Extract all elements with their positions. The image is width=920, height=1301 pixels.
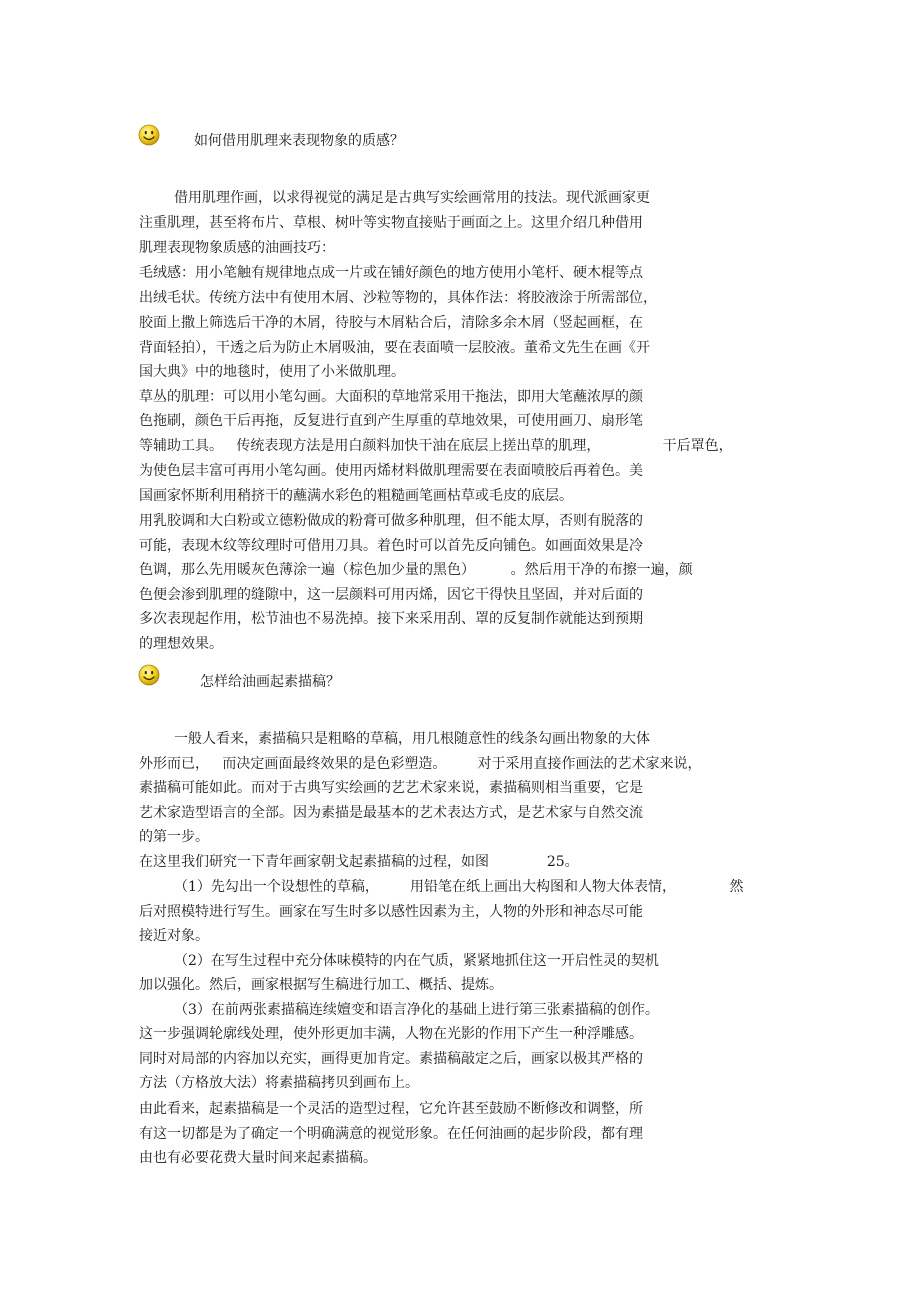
paragraph-line: 多次表现起作用，松节油也不易洗掉。接下来采用刮、罩的反复制作就能达到预期 xyxy=(139,611,643,627)
paragraph-line: （1）先勾出一个设想性的草稿， 用铅笔在纸上画出大构图和人物大体表情， 然 xyxy=(174,879,744,895)
paragraph-line: 加以强化。然后，画家根据写生稿进行加工、概括、提炼。 xyxy=(139,977,503,993)
paragraph-line: 接近对象。 xyxy=(139,928,209,944)
paragraph-line: 等辅助工具。 传统表现方法是用白颜料加快干油在底层上搓出草的肌理， 干后罩色， xyxy=(139,438,733,454)
paragraph-line: 出绒毛状。传统方法中有使用木屑、沙粒等物的，具体作法：将胶液涂于所需部位， xyxy=(139,290,657,306)
section-title-texture: 如何借用肌理来表现物象的质感？ xyxy=(194,133,404,149)
paragraph-line: 方法（方格放大法）将素描稿拷贝到画布上。 xyxy=(139,1075,419,1091)
paragraph-line: （3）在前两张素描稿连续嬗变和语言净化的基础上进行第三张素描稿的创作。 xyxy=(174,1002,659,1018)
paragraph-line: 背面轻拍），干透之后为防止木屑吸油，要在表面喷一层胶液。董希文先生在画《开 xyxy=(139,340,650,356)
paragraph-line: 色调，那么先用暖灰色薄涂一遍（棕色加少量的黑色） 。然后用干净的布擦一遍，颜 xyxy=(139,562,693,578)
paragraph-line: 借用肌理作画，以求得视觉的满足是古典写实绘画常用的技法。现代派画家更 xyxy=(174,190,650,206)
paragraph-line: 毛绒感：用小笔触有规律地点成一片或在铺好颜色的地方使用小笔杆、硬木棍等点 xyxy=(139,265,643,281)
paragraph-line: 色便会渗到肌理的缝隙中，这一层颜料可用丙烯，因它干得快且坚固，并对后面的 xyxy=(139,587,643,603)
paragraph-line: 艺术家造型语言的全部。因为素描是最基本的艺术表达方式，是艺术家与自然交流 xyxy=(139,805,643,821)
paragraph-line: 一般人看来，素描稿只是粗略的草稿，用几根随意性的线条勾画出物象的大体 xyxy=(174,731,650,747)
paragraph-line: 有这一切都是为了确定一个明确满意的视觉形象。在任何油画的起步阶段，都有理 xyxy=(139,1126,643,1142)
paragraph-line: 由也有必要花费大量时间来起素描稿。 xyxy=(139,1150,377,1166)
paragraph-line: 后对照模特进行写生。画家在写生时多以感性因素为主，人物的外形和神态尽可能 xyxy=(139,904,643,920)
paragraph-line: 这一步强调轮廓线处理，使外形更加丰满，人物在光影的作用下产生一种浮雕感。 xyxy=(139,1026,643,1042)
paragraph-line: 注重肌理，甚至将布片、草根、树叶等实物直接贴于画面之上。这里介绍几种借用 xyxy=(139,215,643,231)
paragraph-line: 外形而已， 而决定画面最终效果的是色彩塑造。 对于采用直接作画法的艺术家来说， xyxy=(139,756,702,772)
paragraph-line: 的理想效果。 xyxy=(139,636,223,652)
paragraph-line: 用乳胶调和大白粉或立德粉做成的粉膏可做多种肌理，但不能太厚，否则有脱落的 xyxy=(139,513,643,529)
paragraph-line: 素描稿可能如此。而对于古典写实绘画的艺艺术家来说，素描稿则相当重要，它是 xyxy=(139,780,643,796)
paragraph-line: 色拖刷，颜色干后再拖，反复进行直到产生厚重的草地效果，可使用画刀、扇形笔 xyxy=(139,413,643,429)
paragraph-line: 肌理表现物象质感的油画技巧： xyxy=(139,240,335,256)
paragraph-line: 可能，表现木纹等纹理时可借用刀具。着色时可以首先反向铺色。如画面效果是冷 xyxy=(139,538,643,554)
paragraph-line: （2）在写生过程中充分体味模特的内在气质，紧紧地抓住这一开启性灵的契机 xyxy=(174,953,659,969)
paragraph-line: 国画家怀斯利用稍挤干的蘸满水彩色的粗糙画笔画枯草或毛皮的底层。 xyxy=(139,488,573,504)
smiley-icon xyxy=(138,664,160,686)
paragraph-line: 同时对局部的内容加以充实，画得更加肯定。素描稿敲定之后，画家以极其严格的 xyxy=(139,1051,643,1067)
paragraph-line: 为使色层丰富可再用小笔勾画。使用丙烯材料做肌理需要在表面喷胶后再着色。美 xyxy=(139,463,643,479)
section-title-sketch: 怎样给油画起素描稿？ xyxy=(200,674,340,690)
paragraph-line: 的第一步。 xyxy=(139,829,209,845)
paragraph-line: 国大典》中的地毯时，使用了小米做肌理。 xyxy=(139,364,405,380)
paragraph-line: 草丛的肌理：可以用小笔勾画。大面积的草地常采用干拖法，即用大笔蘸浓厚的颜 xyxy=(139,389,643,405)
paragraph-line: 由此看来，起素描稿是一个灵活的造型过程，它允许甚至鼓励不断修改和调整，所 xyxy=(139,1101,643,1117)
paragraph-line: 胶面上撒上筛选后干净的木屑，待胶与木屑粘合后，清除多余木屑（竖起画框，在 xyxy=(139,315,643,331)
paragraph-line: 在这里我们研究一下青年画家朝戈起素描稿的过程，如图 25。 xyxy=(139,854,579,870)
smiley-icon xyxy=(138,124,160,146)
